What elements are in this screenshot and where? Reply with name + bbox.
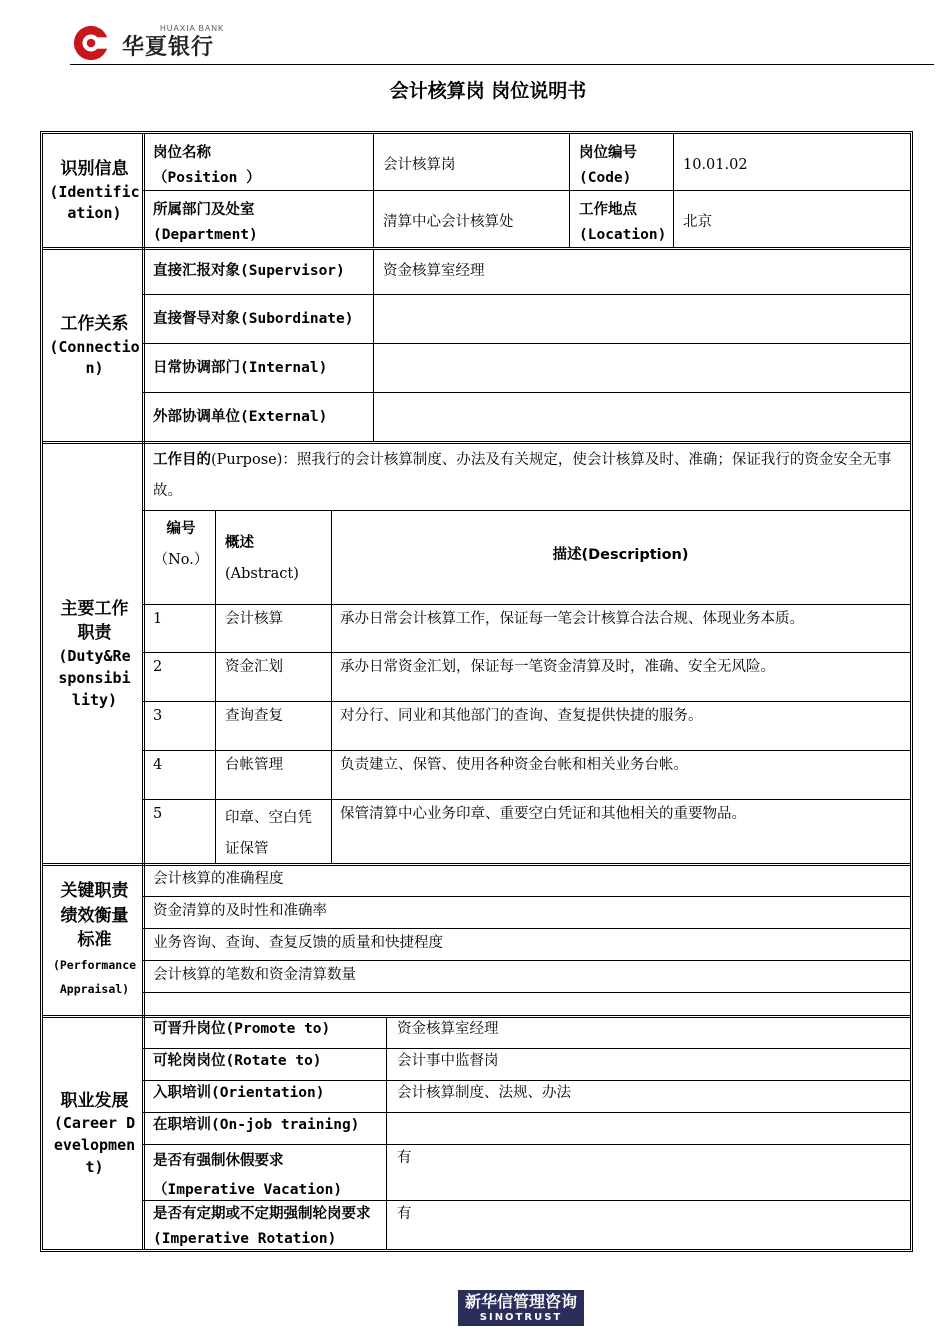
footer-logo-en: SINOTRUST [479, 1312, 563, 1323]
bank-name-en: HUAXIA BANK [160, 24, 225, 33]
duty-col-no-en: （No.） [153, 552, 209, 568]
divider [373, 250, 374, 442]
duty-item-desc: 承办日常资金汇划，保证每一笔资金清算及时，准确、安全无风险。 [340, 659, 775, 675]
career-value-promote: 资金核算室经理 [397, 1021, 499, 1037]
duty-col-no-header [153, 514, 209, 602]
code-label: 岗位编号 (Code) [579, 145, 637, 186]
divider [143, 960, 910, 961]
duty-item-no: 1 [153, 611, 163, 627]
connection-value-internal [383, 357, 903, 383]
huaxia-bank-logo-icon [72, 24, 110, 62]
section-identification-en: (Identification) [49, 182, 140, 223]
career-label-vacation: 是否有强制休假要求（Imperative Vacation) [153, 1153, 343, 1198]
divider [373, 134, 374, 248]
divider [143, 992, 910, 993]
department-value: 清算中心会计核算处 [383, 214, 514, 230]
divider [143, 928, 910, 929]
code-value: 10.01.02 [683, 157, 748, 173]
header-divider [70, 64, 934, 65]
location-label: 工作地点 (Location) [579, 202, 667, 243]
sinotrust-logo [458, 1290, 584, 1326]
divider [43, 441, 910, 444]
career-label-rotation: 是否有定期或不定期强制轮岗要求 (Imperative Rotation) [153, 1206, 371, 1247]
duty-item-desc: 承办日常会计核算工作，保证每一笔会计核算合法合规、体现业务本质。 [340, 611, 804, 627]
career-value-vacation: 有 [397, 1150, 412, 1166]
duty-col-abstract-header [225, 528, 329, 588]
duty-item-abstract: 会计核算 [225, 611, 283, 627]
bank-name-cn: 华夏银行 [122, 35, 215, 60]
duty-purpose [153, 445, 908, 509]
duty-col-no-cn: 编号 [166, 521, 196, 537]
connection-label-supervisor: 直接汇报对象(Supervisor) [153, 263, 345, 279]
duty-item-no: 3 [153, 708, 163, 724]
career-value-rotate: 会计事中监督岗 [397, 1053, 499, 1069]
section-duty-en: (Duty&Responsibility) [58, 647, 131, 709]
duty-purpose-label: 工作目的 [153, 452, 211, 468]
duty-item-abstract: 台帐管理 [225, 757, 283, 773]
connection-value-external [383, 406, 903, 432]
career-value-orientation: 会计核算制度、法规、办法 [397, 1085, 571, 1101]
section-career-cn: 职业发展 [60, 1090, 129, 1111]
connection-label-external: 外部协调单位(External) [153, 409, 328, 425]
divider [143, 294, 910, 295]
performance-item: 会计核算的笔数和资金清算数量 [153, 967, 356, 983]
divider [143, 510, 910, 511]
divider [143, 652, 910, 653]
duty-item-desc: 负责建立、保管、使用各种资金台帐和相关业务台帐。 [340, 757, 688, 773]
section-connection-cn: 工作关系 [60, 313, 129, 334]
duty-item-desc: 对分行、同业和其他部门的查询、查复提供快捷的服务。 [340, 708, 703, 724]
divider [215, 510, 216, 864]
performance-item: 资金清算的及时性和准确率 [153, 903, 327, 919]
career-value-rotation: 有 [397, 1206, 412, 1222]
page-header [0, 0, 950, 70]
position-label: 岗位名称 （Position ） [153, 145, 261, 186]
divider [143, 750, 910, 751]
divider [386, 1018, 387, 1249]
document-title: 会计核算岗 岗位说明书 [389, 80, 587, 102]
career-label-rotate: 可轮岗岗位(Rotate to) [153, 1053, 322, 1069]
duty-item-desc: 保管清算中心业务印章、重要空白凭证和其他相关的重要物品。 [340, 806, 746, 822]
duty-col-abstract-en: (Abstract) [225, 566, 299, 582]
career-label-onjob: 在职培训(On-job training) [153, 1117, 360, 1133]
duty-item-no: 5 [153, 806, 163, 822]
career-value-onjob [397, 1114, 907, 1140]
section-performance-cn: 关键职责绩效衡量标准 [60, 880, 129, 951]
divider [331, 510, 332, 864]
section-performance [46, 866, 143, 1014]
position-value: 会计核算岗 [383, 157, 456, 173]
duty-item-no: 4 [153, 757, 163, 773]
section-identification-cn: 识别信息 [60, 158, 129, 179]
career-label-promote: 可晋升岗位(Promote to) [153, 1021, 331, 1037]
divider [143, 1048, 910, 1049]
connection-value-supervisor: 资金核算室经理 [383, 263, 485, 279]
duty-col-abstract-cn: 概述 [225, 535, 254, 551]
connection-label-internal: 日常协调部门(Internal) [153, 360, 328, 376]
divider [43, 247, 910, 250]
duty-item-abstract: 印章、空白凭证保管 [225, 810, 312, 857]
section-career-en: (Career Development) [53, 1114, 136, 1176]
department-label: 所属部门及处室 (Department) [153, 202, 258, 243]
duty-item-no: 2 [153, 659, 163, 675]
duty-purpose-text: (Purpose)：照我行的会计核算制度、办法及有关规定，使会计核算及时、准确；保证我行的资金安全无事故。 [153, 452, 892, 499]
section-career [46, 1018, 143, 1249]
duty-item-abstract: 资金汇划 [225, 659, 283, 675]
divider [43, 863, 910, 866]
divider [143, 701, 910, 702]
section-connection-en: (Connection) [49, 337, 140, 378]
divider [143, 1200, 910, 1201]
career-label-orientation: 入职培训(Orientation) [153, 1085, 325, 1101]
divider [143, 1112, 910, 1113]
section-identification [46, 134, 143, 248]
location-value: 北京 [683, 214, 712, 230]
divider [143, 343, 910, 344]
divider [143, 190, 910, 191]
divider [143, 392, 910, 393]
section-duty [46, 444, 143, 864]
performance-item: 会计核算的准确程度 [153, 871, 284, 887]
section-connection [46, 250, 143, 442]
duty-item-abstract: 查询查复 [225, 708, 283, 724]
footer-logo-cn: 新华信管理咨询 [464, 1292, 577, 1311]
job-description-table [40, 131, 913, 1252]
divider [143, 604, 910, 605]
performance-item: 业务咨询、查询、查复反馈的质量和快捷程度 [153, 935, 443, 951]
divider [143, 799, 910, 800]
performance-item [153, 994, 908, 1014]
divider [143, 1144, 910, 1145]
divider [143, 896, 910, 897]
section-performance-en: (Performance Appraisal) [52, 957, 137, 996]
connection-value-subordinate [383, 308, 903, 334]
divider [143, 1080, 910, 1081]
section-duty-cn: 主要工作职责 [60, 598, 129, 644]
connection-label-subordinate: 直接督导对象(Subordinate) [153, 311, 354, 327]
duty-col-desc-header: 描述(Description) [552, 547, 689, 563]
